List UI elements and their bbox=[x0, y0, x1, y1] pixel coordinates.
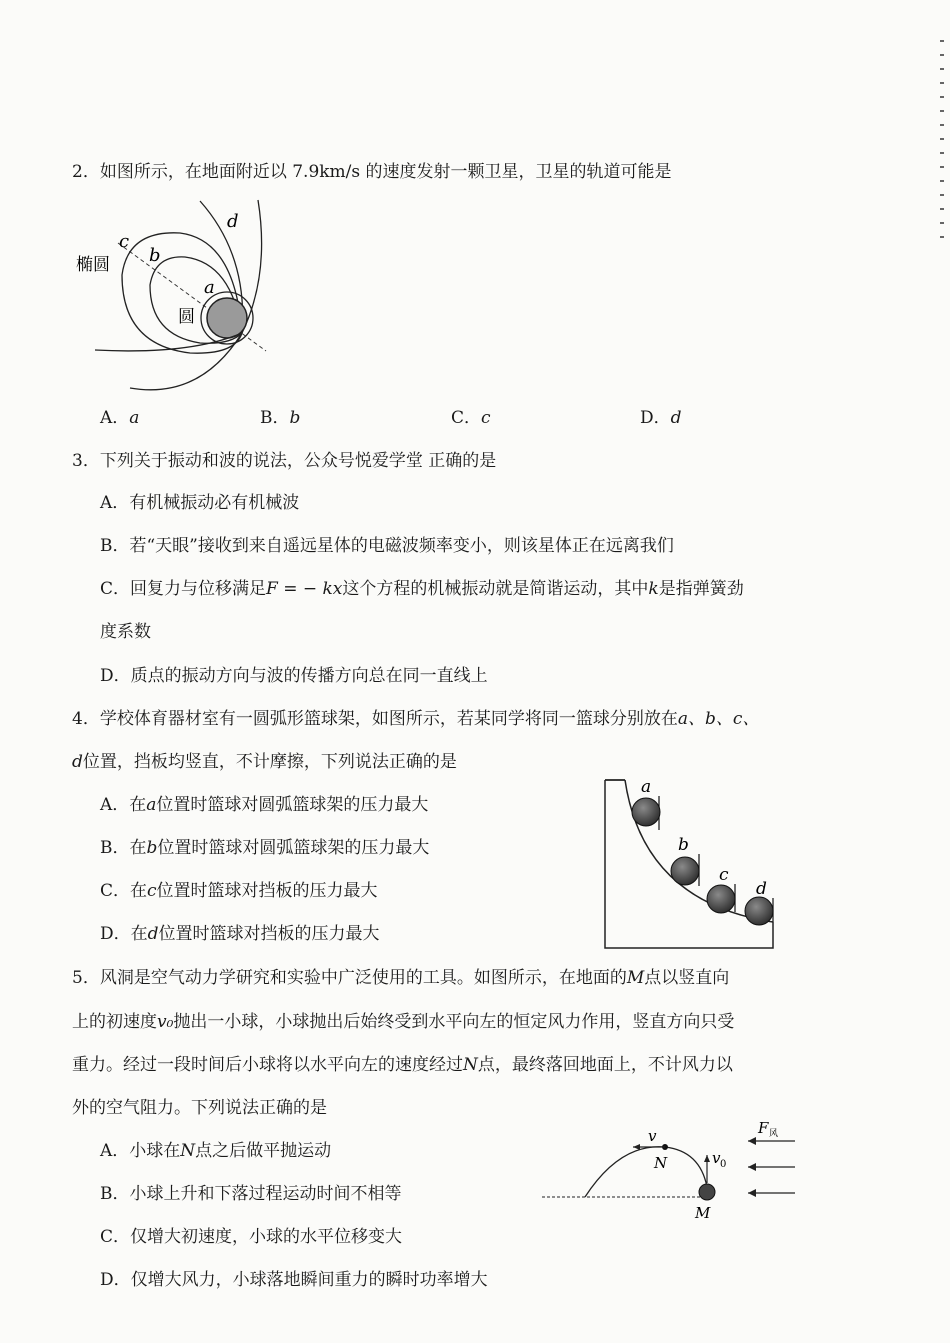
q4-label-b: b bbox=[678, 835, 689, 855]
q5-option-b[interactable]: B．小球上升和下落过程运动时间不相等 bbox=[100, 1184, 402, 1204]
q4-option-a[interactable] bbox=[100, 793, 428, 817]
q5-label-v0: v bbox=[712, 1149, 721, 1167]
q5-a-post: 点之后做平抛运动 bbox=[195, 1141, 332, 1161]
q2-label-circle: 圆 bbox=[178, 307, 195, 327]
q4-stem-text: 4．学校体育器材室有一圆弧形篮球架，如图所示，若某同学将同一篮球分别放在 bbox=[72, 709, 678, 729]
q5-stem-line1 bbox=[72, 966, 729, 990]
q4-ball-d bbox=[745, 897, 773, 925]
q4-d-pre: D．在 bbox=[100, 924, 148, 944]
q3-option-c-pre: C．回复力与位移满足 bbox=[100, 579, 267, 599]
q5-a-var: N bbox=[180, 1141, 196, 1161]
q5-l1-pre: 5．风洞是空气动力学研究和实验中广泛使用的工具。如图所示，在地面的 bbox=[72, 968, 627, 988]
q4-option-d[interactable] bbox=[100, 922, 380, 946]
q2-axis-dashed bbox=[118, 243, 266, 351]
q4-b-post: 位置时篮球对圆弧篮球架的压力最大 bbox=[157, 838, 430, 858]
q5-trajectory bbox=[585, 1147, 707, 1197]
q4-ball-b bbox=[671, 857, 699, 885]
q3-option-d[interactable]: D．质点的振动方向与波的传播方向总在同一直线上 bbox=[100, 666, 488, 686]
q4-stem-text2: 位置，挡板均竖直，不计摩擦，下列说法正确的是 bbox=[82, 752, 457, 772]
q4-c-pre: C．在 bbox=[100, 881, 148, 901]
q4-basketball-rack-figure bbox=[603, 772, 778, 952]
q5-wind-arrow-2-head bbox=[748, 1163, 756, 1171]
q5-stem-line3 bbox=[72, 1053, 733, 1077]
q5-l1-post: 点以竖直向 bbox=[644, 968, 730, 988]
q4-option-c[interactable] bbox=[100, 879, 378, 903]
q4-d-post: 位置时篮球对挡板的压力最大 bbox=[158, 924, 380, 944]
q5-option-c[interactable]: C．仅增大初速度，小球的水平位移变大 bbox=[100, 1227, 403, 1247]
q5-l3-var: N bbox=[463, 1055, 478, 1075]
q3-option-c-k: k bbox=[648, 579, 659, 599]
q5-l1-var: M bbox=[626, 968, 645, 988]
q3-option-c-cont: 度系数 bbox=[100, 622, 151, 642]
q3-option-c-post: 是指弹簧劲 bbox=[658, 579, 744, 599]
q2-option-a-val: a bbox=[129, 408, 140, 428]
q2-option-c[interactable] bbox=[451, 406, 491, 430]
q5-label-f-sub: 风 bbox=[769, 1129, 779, 1139]
q2-option-d-val: d bbox=[670, 408, 682, 428]
q2-option-b-key: B． bbox=[260, 408, 290, 428]
q2-label-a: a bbox=[204, 277, 215, 298]
q3-option-c[interactable] bbox=[100, 577, 744, 601]
q4-ball-c bbox=[707, 885, 735, 913]
q4-c-var: c bbox=[147, 881, 157, 901]
q2-stem: 2．如图所示，在地面附近以 7.9km/s 的速度发射一颗卫星，卫星的轨道可能是 bbox=[72, 162, 672, 182]
q5-label-v0-sub: 0 bbox=[720, 1159, 727, 1170]
q3-option-c-formula: F = − kx bbox=[266, 579, 343, 599]
q2-option-c-key: C． bbox=[451, 408, 482, 428]
q4-stem-vars: a、b、c、 bbox=[677, 709, 760, 729]
q3-option-b[interactable]: B．若“天眼”接收到来自遥远星体的电磁波频率变小，则该星体正在远离我们 bbox=[100, 536, 674, 556]
page-edge-marks bbox=[940, 40, 944, 240]
q2-label-b: b bbox=[149, 245, 161, 266]
q4-c-post: 位置时篮球对挡板的压力最大 bbox=[156, 881, 378, 901]
q4-b-pre: B．在 bbox=[100, 838, 147, 858]
q2-label-d: d bbox=[227, 211, 239, 232]
q5-label-v: v bbox=[648, 1127, 657, 1145]
q3-stem: 3．下列关于振动和波的说法，公众号悦爱学堂 正确的是 bbox=[72, 451, 497, 471]
q5-l3-post: 点，最终落回地面上，不计风力以 bbox=[477, 1055, 733, 1075]
q2-label-c: c bbox=[119, 231, 130, 252]
q2-option-a[interactable] bbox=[100, 406, 139, 430]
q5-label-n: N bbox=[654, 1154, 668, 1172]
q2-option-b-val: b bbox=[289, 408, 301, 428]
q5-label-f: F bbox=[758, 1119, 769, 1137]
q5-ball-m bbox=[699, 1184, 715, 1200]
q2-option-b[interactable] bbox=[260, 406, 300, 430]
q2-option-d-key: D． bbox=[640, 408, 671, 428]
q4-a-post: 位置时篮球对圆弧篮球架的压力最大 bbox=[156, 795, 429, 815]
q5-arrow-v-head bbox=[633, 1144, 640, 1150]
q3-option-a[interactable]: A．有机械振动必有机械波 bbox=[100, 493, 300, 513]
q4-a-pre: A．在 bbox=[100, 795, 147, 815]
q5-l2-post: 抛出一小球，小球抛出后始终受到水平向左的恒定风力作用，竖直方向只受 bbox=[173, 1012, 735, 1032]
q4-stem-line2 bbox=[72, 750, 457, 774]
q4-b-var: b bbox=[146, 838, 158, 858]
q4-d-var: d bbox=[147, 924, 159, 944]
q4-option-b[interactable] bbox=[100, 836, 429, 860]
q5-option-d[interactable]: D．仅增大风力，小球落地瞬间重力的瞬时功率增大 bbox=[100, 1270, 488, 1290]
q2-earth bbox=[207, 298, 247, 338]
q5-wind-tunnel-figure bbox=[540, 1115, 810, 1225]
q4-label-c: c bbox=[719, 865, 729, 885]
q4-ball-a bbox=[632, 798, 660, 826]
q4-stem-var-d: d bbox=[72, 752, 83, 772]
q4-label-d: d bbox=[756, 879, 767, 899]
q5-a-pre: A．小球在 bbox=[100, 1141, 181, 1161]
q2-option-a-key: A． bbox=[100, 408, 130, 428]
q4-a-var: a bbox=[146, 795, 157, 815]
q4-stem-line1 bbox=[72, 707, 759, 731]
q5-wind-arrow-1-head bbox=[748, 1137, 756, 1145]
q5-arrow-v0-head bbox=[704, 1155, 710, 1162]
q4-label-a: a bbox=[641, 777, 652, 797]
q5-wind-arrow-3-head bbox=[748, 1189, 756, 1197]
q5-l2-pre: 上的初速度 bbox=[72, 1012, 157, 1032]
q5-l2-var: v₀ bbox=[157, 1012, 174, 1032]
q3-option-c-mid: 这个方程的机械振动就是简谐运动，其中 bbox=[342, 579, 649, 599]
q2-option-d[interactable] bbox=[640, 406, 682, 430]
q5-l3-pre: 重力。经过一段时间后小球将以水平向左的速度经过 bbox=[72, 1055, 463, 1075]
q2-orbit-figure bbox=[70, 195, 290, 415]
q2-option-c-val: c bbox=[481, 408, 491, 428]
q5-option-a[interactable] bbox=[100, 1139, 331, 1163]
q5-label-m: M bbox=[695, 1204, 711, 1222]
q2-label-ellipse: 椭圆 bbox=[76, 255, 110, 275]
q5-stem-line4: 外的空气阻力。下列说法正确的是 bbox=[72, 1098, 327, 1118]
q5-stem-line2 bbox=[72, 1010, 734, 1034]
